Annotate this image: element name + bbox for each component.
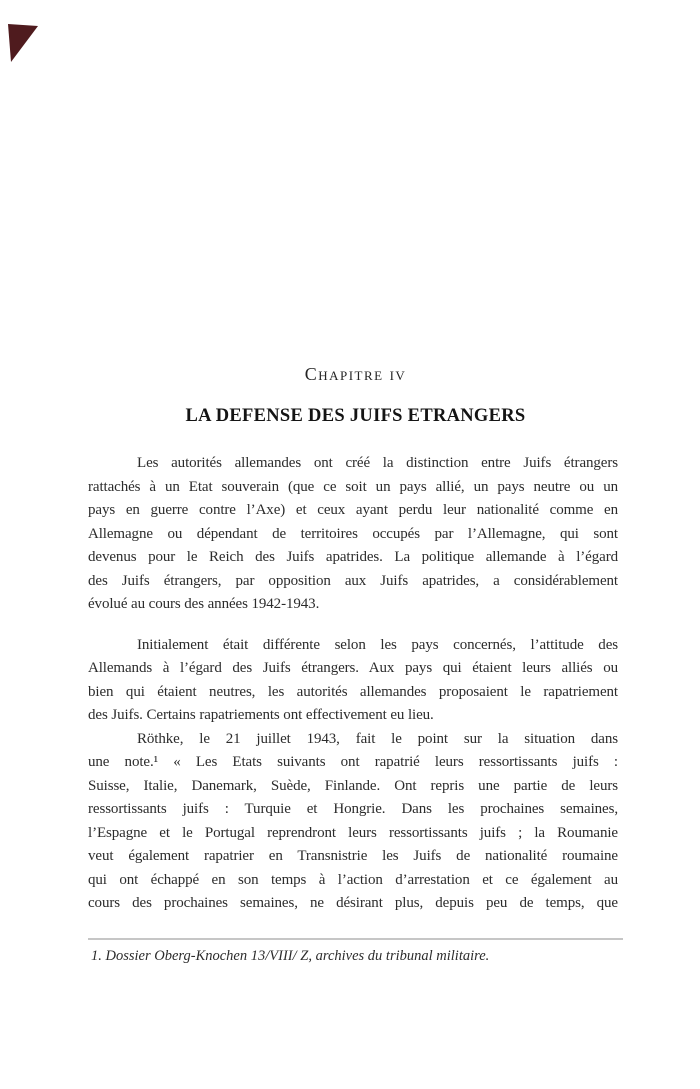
text-line: Suisse, Italie, Danemark, Suède, Finlande. Ont repris une partie de leurs xyxy=(88,777,618,794)
text-line: devenus pour le Reich des Juifs apatrides. La politique allemande à l’égard xyxy=(88,549,618,565)
text-line: bien qui étaient neutres, les autorités allemandes proposaient le rapatriement xyxy=(88,683,618,700)
page-title: LA DEFENSE DES JUIFS ETRANGERS xyxy=(185,406,526,426)
paragraph xyxy=(88,634,618,728)
text-line: qui ont échappé en son temps à l’action d’arrestation et ce également au xyxy=(88,871,618,888)
text-line: Allemagne ou dépendant de territoires occupés par l’Allemagne, qui sont xyxy=(88,525,618,542)
text-line: l’Espagne et le Portugal reprendront leurs ressortissants juifs ; la Roumanie xyxy=(88,824,618,841)
text-line: Initialement était différente selon les pays concernés, l’attitude des xyxy=(137,636,618,653)
body-text xyxy=(88,452,618,916)
text-line: des Juifs étrangers, par opposition aux Juifs apatrides, a considérablement xyxy=(88,572,618,589)
paragraph xyxy=(88,728,618,916)
text-line: Les autorités allemandes ont créé la distinction entre Juifs étrangers xyxy=(137,455,618,471)
text-line: Allemands à l’égard des Juifs étrangers. Aux pays qui étaient leurs alliés ou xyxy=(88,660,618,676)
text-line: cours des prochaines semaines, ne désirant plus, depuis peu de temps, que xyxy=(88,895,618,911)
text-line: une note.¹ « Les Etats suivants ont rapatrié leurs ressortissants juifs : xyxy=(88,754,618,770)
text-line: veut également rapatrier en Transnistrie les Juifs de nationalité roumaine xyxy=(88,848,618,864)
paragraph xyxy=(88,452,618,617)
text-line: rattachés à un Etat souverain (que ce soit un pays allié, un pays neutre ou un xyxy=(88,478,618,495)
footnote-divider xyxy=(88,938,623,940)
text-line: Röthke, le 21 juillet 1943, fait le point sur la situation dans xyxy=(137,730,618,747)
text-line: des Juifs. Certains rapatriements ont effectivement eu lieu. xyxy=(88,707,434,723)
text-line: évolué au cours des années 1942-1943. xyxy=(88,596,320,612)
page-corner-fold xyxy=(8,23,40,63)
text-line: pays en guerre contre l’Axe) et ceux ayant perdu leur nationalité comme en xyxy=(88,502,618,518)
page-corner-fold-shape xyxy=(8,24,38,62)
footnote: 1. Dossier Oberg-Knochen 13/VIII/ Z, archives du tribunal militaire. xyxy=(91,948,490,964)
chapter-heading: Chapitre iv xyxy=(304,364,407,384)
text-line: ressortissants juifs : Turquie et Hongrie. Dans les prochaines semaines, xyxy=(88,801,618,817)
